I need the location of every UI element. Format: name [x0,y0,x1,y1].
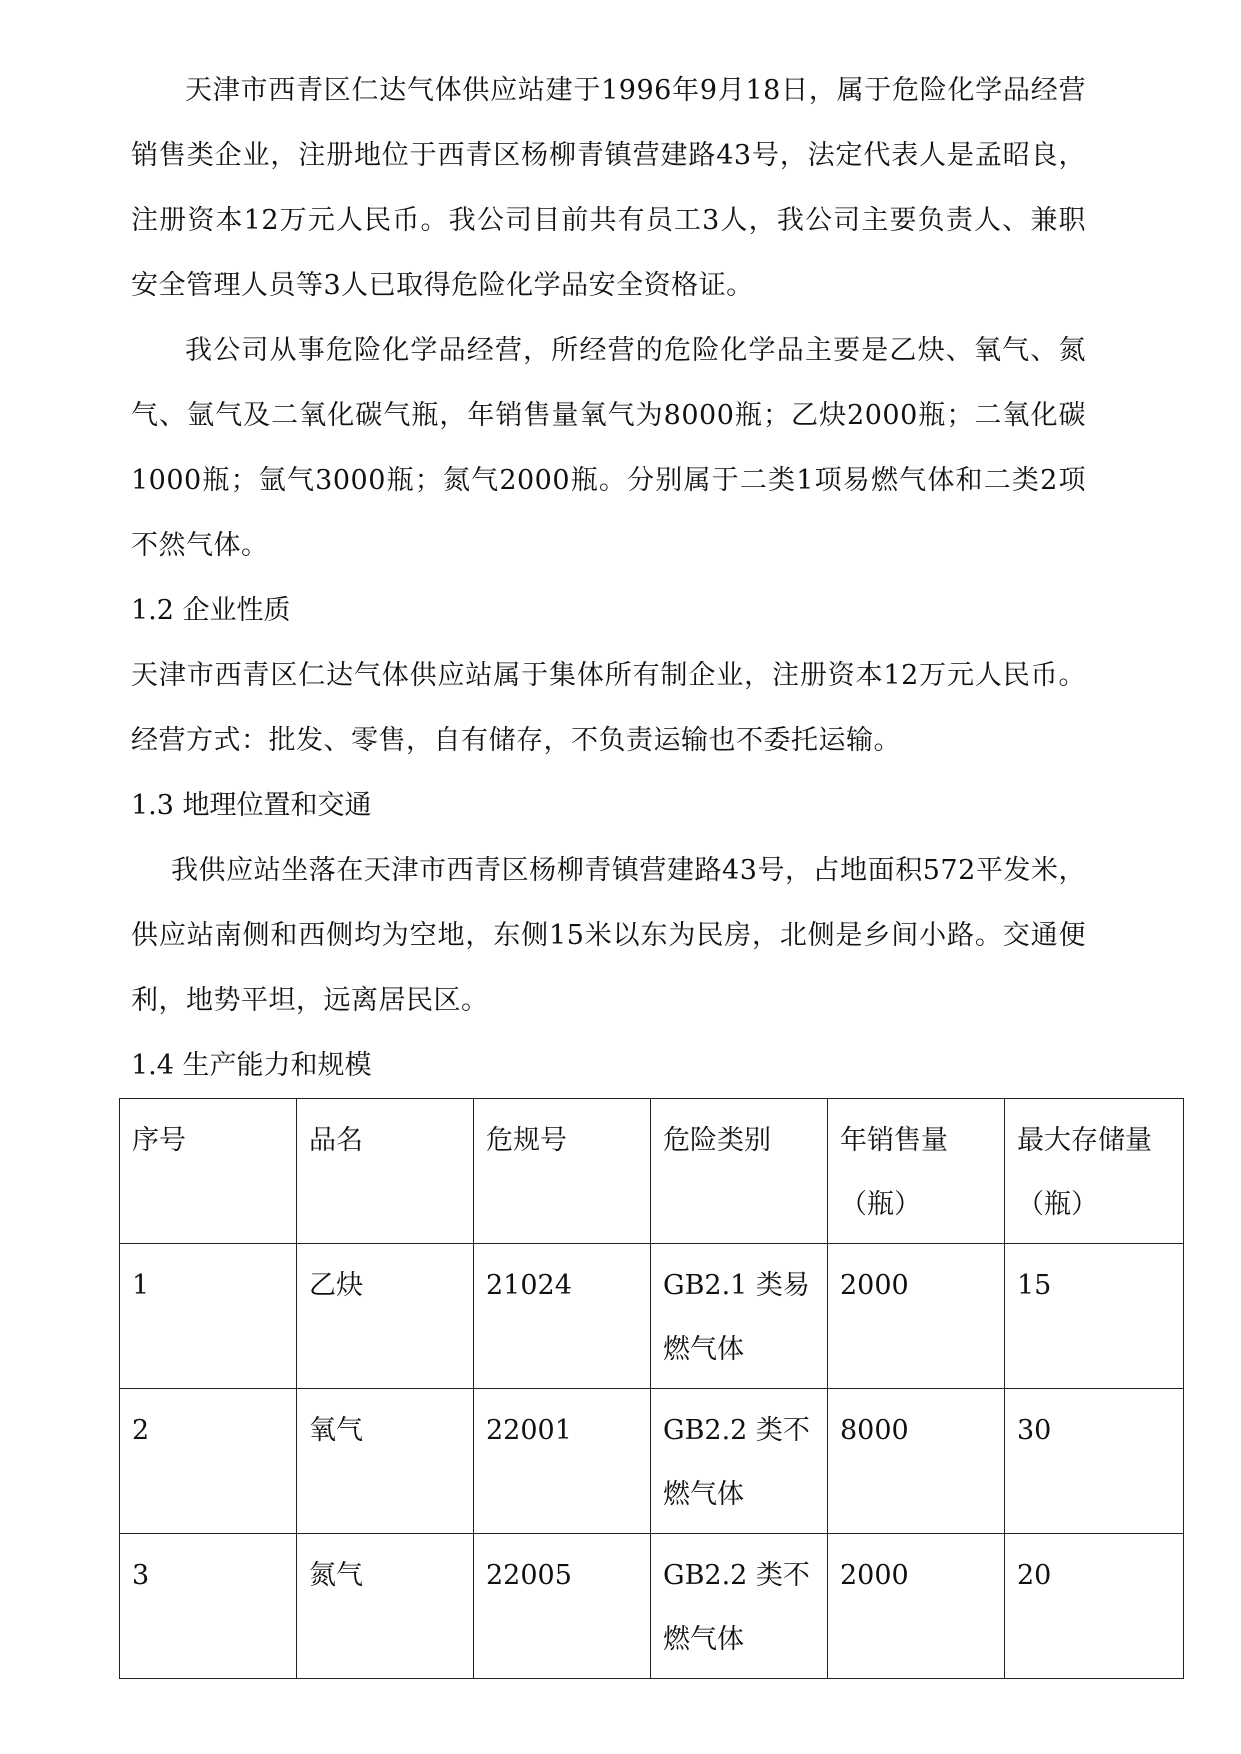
table-cell: GB2.2 类不燃气体 [651,1389,828,1534]
table-cell: 3 [120,1534,297,1679]
table-cell: 30 [1005,1389,1184,1534]
paragraph-location: 我供应站坐落在天津市西青区杨柳青镇营建路43号，占地面积572平发米，供应站南侧和西侧均为空地，东侧15米以东为民房，北侧是乡间小路。交通便利，地势平坦，远离居民区。 [131,855,1086,1016]
section-1-1-body [131,58,1086,1098]
table-cell: 15 [1005,1244,1184,1389]
table-row [120,1389,1184,1534]
header-cell: 危险类别 [651,1099,828,1244]
table-cell: 22005 [474,1534,651,1679]
table-cell: 氧气 [297,1389,474,1534]
table-cell: 8000 [828,1389,1005,1534]
table-cell: 1 [120,1244,297,1389]
heading-1-3: 1.3 地理位置和交通 [131,790,372,821]
header-cell: 序号 [120,1099,297,1244]
table-header-row [120,1099,1184,1244]
header-cell: 危规号 [474,1099,651,1244]
header-cell: 年销售量（瓶） [828,1099,1005,1244]
table-cell: 2000 [828,1244,1005,1389]
table-cell: 20 [1005,1534,1184,1679]
heading-1-2: 1.2 企业性质 [131,595,291,626]
header-cell: 最大存储量（瓶） [1005,1099,1184,1244]
table-cell: 22001 [474,1389,651,1534]
table-cell: 21024 [474,1244,651,1389]
paragraph-company-intro: 天津市西青区仁达气体供应站建于1996年9月18日，属于危险化学品经营销售类企业，注册地位于西青区杨柳青镇营建路43号，法定代表人是孟昭良，注册资本12万元人民币。我公司目前共有员工3人，我公司主要负责人、兼职安全管理人员等3人已取得危险化学品安全资格证。 [131,75,1086,301]
table-row [120,1244,1184,1389]
table-cell: 乙炔 [297,1244,474,1389]
capacity-table [119,1098,1184,1679]
table-cell: GB2.2 类不燃气体 [651,1534,828,1679]
paragraph-enterprise-nature: 天津市西青区仁达气体供应站属于集体所有制企业，注册资本12万元人民币。经营方式：批发、零售，自有储存，不负责运输也不委托运输。 [131,660,1086,756]
table-cell: 2000 [828,1534,1005,1679]
paragraph-products: 我公司从事危险化学品经营，所经营的危险化学品主要是乙炔、氧气、氮气、氩气及二氧化碳气瓶，年销售量氧气为8000瓶；乙炔2000瓶；二氧化碳1000瓶；氩气3000瓶；氮气2000瓶。分别属于二类1项易燃气体和二类2项不然气体。 [131,335,1086,561]
table-cell: 2 [120,1389,297,1534]
header-cell: 品名 [297,1099,474,1244]
heading-1-4: 1.4 生产能力和规模 [131,1050,372,1081]
table-row [120,1534,1184,1679]
table-cell: GB2.1 类易燃气体 [651,1244,828,1389]
table-cell: 氮气 [297,1534,474,1679]
